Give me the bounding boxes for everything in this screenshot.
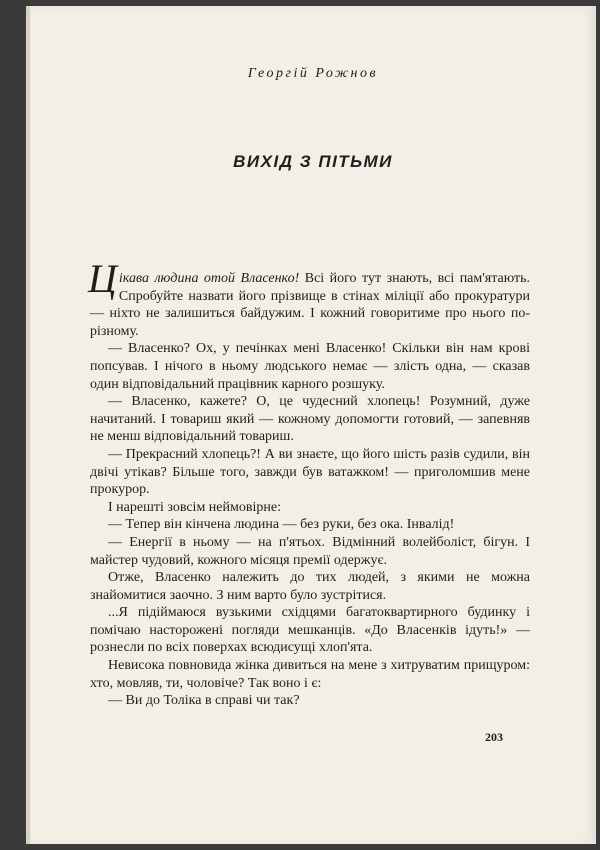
book-page: [26, 6, 596, 844]
chapter-title: ВИХІД З ПІТЬМИ: [233, 152, 393, 171]
drop-cap: Ц: [88, 256, 117, 301]
paragraph-5: І нарешті зовсім неймовірне:: [108, 499, 281, 515]
paragraph-1: Цікава людина отой Власенко! Всі його тут знають, всі пам'ятають. Спробуйте назвати його прізвище в стінах міліції або прокуратури — ніхто не залишиться байдужим. І кожний говоритиме про нього по-різному.: [88, 256, 530, 339]
paragraph-2: — Власенко? Ох, у печінках мені Власенко! Скільки він нам крові попсував. І нічого в ньому людського немає — злість одна, — сказав один відповідальний працівник карного розшуку.: [90, 341, 530, 392]
author-name: Георгій Рожнов: [247, 66, 379, 81]
paragraph-11: — Ви до Толіка в справі чи так?: [108, 693, 300, 709]
paragraph-6: — Тепер він кінчена людина — без руки, без ока. Інвалід!: [108, 517, 455, 533]
paragraph-9: ...Я підіймаюся вузькими східцями багатоквартирного будинку і помічаю насторожені погляди мешканців. «До Власенків ідуть!» — рознесли по всіх поверхах всюдисущі хлоп'ята.: [90, 605, 530, 656]
paragraph-10: Невисока повновида жінка дивиться на мене з хитруватим прищуром: хто, мовляв, ти, чоловіче? Так воно і є:: [90, 658, 530, 691]
body-text: [88, 256, 530, 710]
paragraph-4: — Прекрасний хлопець?! А ви знаєте, що його шість разів судили, він двічі утікав? Більше того, завжди був ватажком! — приголомшив мене прокурор.: [90, 446, 530, 498]
paragraph-8: Отже, Власенко належить до тих людей, з якими не можна знайомитися заочно. З ним варто було зустрітися.: [90, 570, 530, 603]
lead-sentence: ікава людина отой Власенко!: [118, 271, 300, 286]
page-number: 203: [485, 730, 503, 744]
paragraph-3: — Власенко, кажете? О, це чудесний хлопець! Розумний, дуже начитаний. І товариш який — кожному допомогти готовий, — запевняв не менш відповідальний товариш.: [90, 394, 530, 445]
paragraph-7: — Енергії в ньому — на п'ятьох. Відмінний волейболіст, бігун. І майстер чудовий, кожного місяця премії одержує.: [90, 534, 530, 568]
